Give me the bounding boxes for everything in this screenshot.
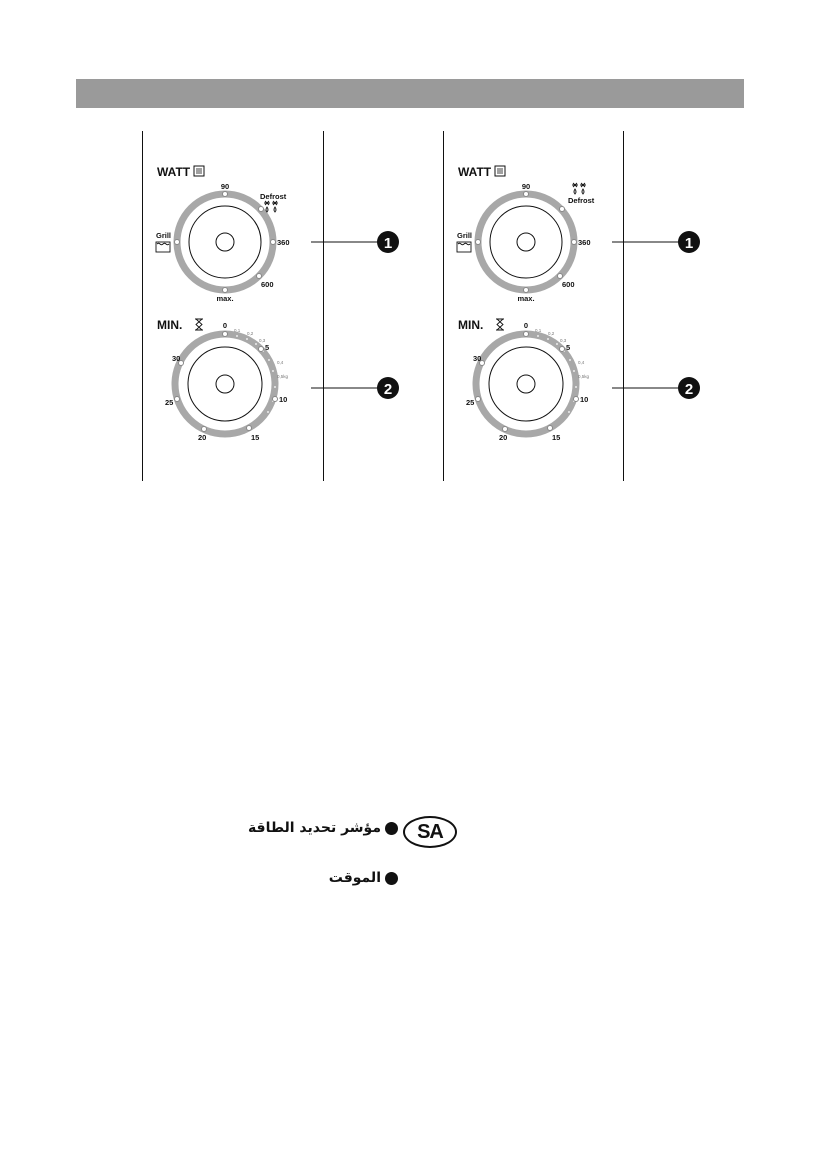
control-panel-1 bbox=[143, 131, 413, 481]
callout-2-badge bbox=[377, 377, 399, 399]
section-header-bar bbox=[76, 79, 744, 108]
power-label-defrost: Defrost bbox=[260, 192, 287, 201]
power-mark-max bbox=[524, 288, 529, 293]
timer-label-10: 10 bbox=[580, 395, 589, 404]
legend-bullet-2 bbox=[385, 872, 398, 885]
callout-2-badge bbox=[678, 377, 700, 399]
weight-label-0-5kg: 0,5kg bbox=[578, 374, 590, 379]
power-label-max: max. bbox=[216, 294, 234, 303]
timer-label-30: 30 bbox=[172, 354, 181, 363]
power-dial-title: WATT bbox=[458, 165, 492, 179]
power-label-defrost: Defrost bbox=[568, 196, 595, 205]
weight-label-0-5kg: 0,5kg bbox=[277, 374, 289, 379]
callout-1-badge bbox=[377, 231, 399, 253]
timer-label-15: 15 bbox=[552, 433, 561, 442]
power-label-grill: Grill bbox=[156, 231, 172, 240]
callout-1-badge bbox=[678, 231, 700, 253]
power-mark-grill bbox=[175, 240, 180, 245]
timer-label-25: 25 bbox=[165, 398, 174, 407]
weight-label-0-3: 0,3 bbox=[560, 338, 567, 343]
power-dial-title: WATT bbox=[157, 165, 191, 179]
timer-dial-title: MIN. bbox=[458, 318, 484, 332]
timer-label-0: 0 bbox=[222, 321, 228, 330]
language-badge-sa: SA bbox=[403, 816, 457, 848]
weight-label-0-2: 0,2 bbox=[548, 331, 555, 336]
power-mark-90 bbox=[524, 192, 529, 197]
power-label-90: 90 bbox=[220, 182, 230, 191]
power-level-icon bbox=[495, 166, 505, 176]
timer-dial-center bbox=[517, 375, 535, 393]
defrost-icon bbox=[572, 183, 586, 194]
power-label-360: 360 bbox=[578, 238, 591, 247]
svg-text:1: 1 bbox=[383, 235, 393, 252]
legend-bullet-1 bbox=[385, 822, 398, 835]
power-mark-600 bbox=[558, 274, 563, 279]
power-label-600: 600 bbox=[562, 280, 575, 289]
timer-label-30: 30 bbox=[473, 354, 482, 363]
legend-item-power bbox=[248, 820, 398, 836]
power-dial-center bbox=[216, 233, 234, 251]
timer-label-15: 15 bbox=[251, 433, 260, 442]
timer-label-20: 20 bbox=[198, 433, 207, 442]
power-mark-defrost bbox=[259, 207, 264, 212]
timer-label-10: 10 bbox=[279, 395, 288, 404]
power-label-360: 360 bbox=[277, 238, 290, 247]
grill-icon bbox=[457, 242, 471, 252]
timer-label-0: 0 bbox=[523, 321, 529, 330]
power-mark-600 bbox=[257, 274, 262, 279]
grill-icon bbox=[156, 242, 170, 252]
timer-label-5: 5 bbox=[265, 343, 270, 352]
svg-text:1: 1 bbox=[684, 235, 694, 252]
weight-label-0-3: 0,3 bbox=[259, 338, 266, 343]
weight-label-0-4: 0,4 bbox=[277, 360, 284, 365]
power-label-600: 600 bbox=[261, 280, 274, 289]
power-dial[interactable] bbox=[457, 165, 595, 303]
timer-dial[interactable] bbox=[157, 318, 289, 442]
power-label-max: max. bbox=[517, 294, 535, 303]
power-mark-grill bbox=[476, 240, 481, 245]
svg-text:2: 2 bbox=[383, 381, 393, 398]
timer-label-5: 5 bbox=[566, 343, 571, 352]
timer-label-20: 20 bbox=[499, 433, 508, 442]
power-dial[interactable] bbox=[156, 165, 290, 303]
defrost-icon bbox=[264, 201, 278, 212]
timer-dial[interactable] bbox=[458, 318, 590, 442]
legend-item-timer bbox=[329, 870, 398, 886]
timer-label-25: 25 bbox=[466, 398, 475, 407]
power-label-grill: Grill bbox=[457, 231, 473, 240]
control-panel-2 bbox=[444, 131, 714, 481]
power-mark-360 bbox=[572, 240, 577, 245]
hourglass-icon bbox=[496, 319, 504, 330]
timer-dial-center bbox=[216, 375, 234, 393]
power-mark-defrost bbox=[560, 207, 565, 212]
power-mark-360 bbox=[271, 240, 276, 245]
power-level-icon bbox=[194, 166, 204, 176]
timer-dial-title: MIN. bbox=[157, 318, 183, 332]
weight-label-0-1: 0,1 bbox=[535, 328, 542, 333]
power-mark-max bbox=[223, 288, 228, 293]
legend-text-power: مؤشر تحديد الطاقة bbox=[247, 820, 381, 836]
svg-text:2: 2 bbox=[684, 381, 694, 398]
power-mark-90 bbox=[223, 192, 228, 197]
legend-text-timer: الموقت bbox=[328, 870, 381, 886]
power-dial-center bbox=[517, 233, 535, 251]
hourglass-icon bbox=[195, 319, 203, 330]
power-label-90: 90 bbox=[521, 182, 531, 191]
weight-label-0-1: 0,1 bbox=[234, 328, 241, 333]
weight-label-0-4: 0,4 bbox=[578, 360, 585, 365]
weight-label-0-2: 0,2 bbox=[247, 331, 254, 336]
